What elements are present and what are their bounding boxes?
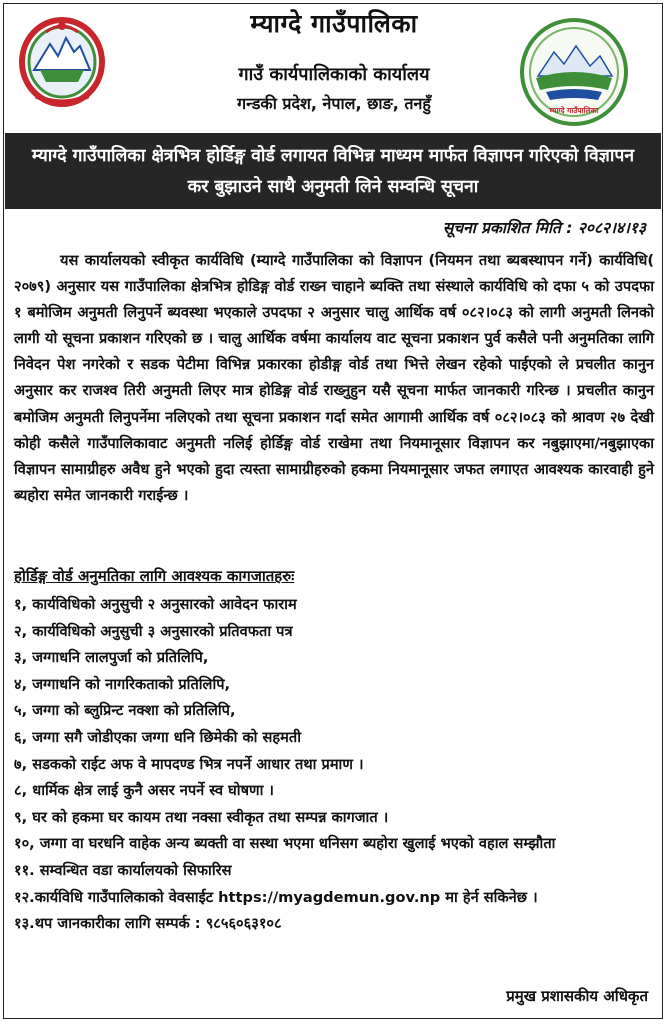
list-item: १०, जग्गा वा घरधनि वाहेक अन्य ब्यक्ती वा सस्था भएमा धनिसग ब्यहोरा खुलाई भएको वहाल सम्झौता [14, 835, 556, 853]
letterhead [0, 0, 668, 130]
list-item: १३.थप जानकारीका लागि सम्पर्क : ९८५६०६३१०८ [14, 915, 282, 933]
list-item: ९, घर को हकमा घर कायम तथा नक्सा स्वीकृत तथा सम्पन्न कागजात । [14, 808, 389, 826]
list-item: ८, धार्मिक क्षेत्र लाई कुनै असर नपर्ने स्व घोषणा । [14, 782, 274, 800]
logo-caption: म्याग्दे गाउँपालिका [549, 106, 599, 115]
office-name: म्याग्दे गाउँपालिका [250, 9, 418, 38]
list-item: ६, जग्गा सगै जोडीएका जग्गा धनि छिमेकी को सहमती [14, 728, 301, 746]
list-item: ११. सम्वन्धित वडा कार्यालयको सिफारिस [14, 861, 232, 879]
list-item: ३, जग्गाधनि लालपुर्जा को प्रतिलिपि, [14, 649, 209, 667]
notice-title-banner: म्याग्दे गाउँपालिका क्षेत्रभित्र होर्डिङ्ग वोर्ड लगायत विभिन्न माध्यम मार्फत विज्ञापन गरिएको विज्ञापन कर बुझाउने साथै अनुमती लिने सम्वन्धि सूचना [5, 133, 661, 209]
list-item: १, कार्यविधिको अनुसुची २ अनुसारको आवेदन फाराम [14, 596, 297, 613]
office-subtitle: गाउँ कार्यपालिकाको कार्यालय [238, 64, 430, 85]
required-documents-list [14, 592, 654, 938]
office-address: गन्डकी प्रदेश, नेपाल, छाङ, तनहुँ [237, 94, 431, 113]
list-item: १२.कार्यविधि गाउँपालिकाको वेवसाईट https://myagdemun.gov.np मा हेर्न सकिनेछ । [14, 888, 538, 906]
list-item: २, कार्यविधिको अनुसुची ३ अनुसारको प्रतिवफता पत्र [14, 622, 293, 640]
list-item: ७, सडकको राईट अफ वे मापदण्ड भित्र नपर्ने आधार तथा प्रमाण । [14, 755, 364, 773]
signatory-title: प्रमुख प्रशासकीय अधिकृत [506, 987, 648, 1005]
municipality-logo-icon [518, 16, 630, 128]
notice-body [14, 248, 654, 509]
list-item: ४, जग्गाधनि को नागरिकताको प्रतिलिपि, [14, 675, 231, 693]
notice-paragraph: यस कार्यालयको स्वीकृत कार्यविधि (म्याग्दे गाउँपालिका को विज्ञापन (नियमन तथा ब्यबस्थापन गर्ने) कार्यविधि( २०७९) अनुसार यस गाउँपालिका क्षेत्रभित्र होडिङ्ग वोर्ड राख्न चाहाने ब्यक्ति तथा संस्थाले कार्यविधि को दफा ५ को उपदफा १ बमोजिम अनुमती लिनुपर्ने ब्यवस्था भएकाले उपदफा २ अनुसार चालु आर्थिक वर्ष ०८२।०८३ को लागी अनुमती लिनको लागी यो सूचना प्रकाशन गरिएको छ । चालु आर्थिक वर्षमा कार्यालय वाट सूचना प्रकाशन पुर्व कसैले पनी अनुमतिका लागि निवेदन पेश नगरेको र सडक पेटीमा विभिन्न प्रकारका होडीङ्ग वोर्ड तथा भित्ते लेखन रहेको पाईएको ले प्रचलीत कानुन अनुसार कर राजश्व तिरी अनुमती लिएर मात्र होडिङ्ग वोर्ड राख्नुहुन यसै सूचना मार्फत जानकारी गरिन्छ । प्रचलीत कानुन बमोजिम अनुमती लिनुपर्नेमा नलिएको तथा सूचना प्रकाशन गर्दा समेत आगामी आर्थिक वर्ष ०८२।०८३ को श्रावण २७ देखी कोही कसैले गाउँपालिकावाट अनुमती नलिई होर्डिङ्ग वोर्ड राखेमा तथा नियमानूसार विज्ञापन कर नबुझाएमा/नबुझाएका विज्ञापन सामाग्रीहरु अवैध हुने भएको हुदा त्यस्ता सामाग्रीहरुको हकमा नियमानूसार जफत लगाएत आवश्यक कारवाही हुने ब्यहोरा समेत जानकारी गराईन्छ । [14, 252, 654, 504]
list-item: ५, जग्गा को ब्लुप्रिन्ट नक्शा को प्रतिलिपि, [14, 702, 236, 720]
publication-date: सूचना प्रकाशित मिति : २०८२।४।१३ [442, 219, 646, 237]
required-documents-heading: होर्डिङ्ग वोर्ड अनुमतिका लागि आवश्यक कागजातहरुः [14, 567, 295, 585]
